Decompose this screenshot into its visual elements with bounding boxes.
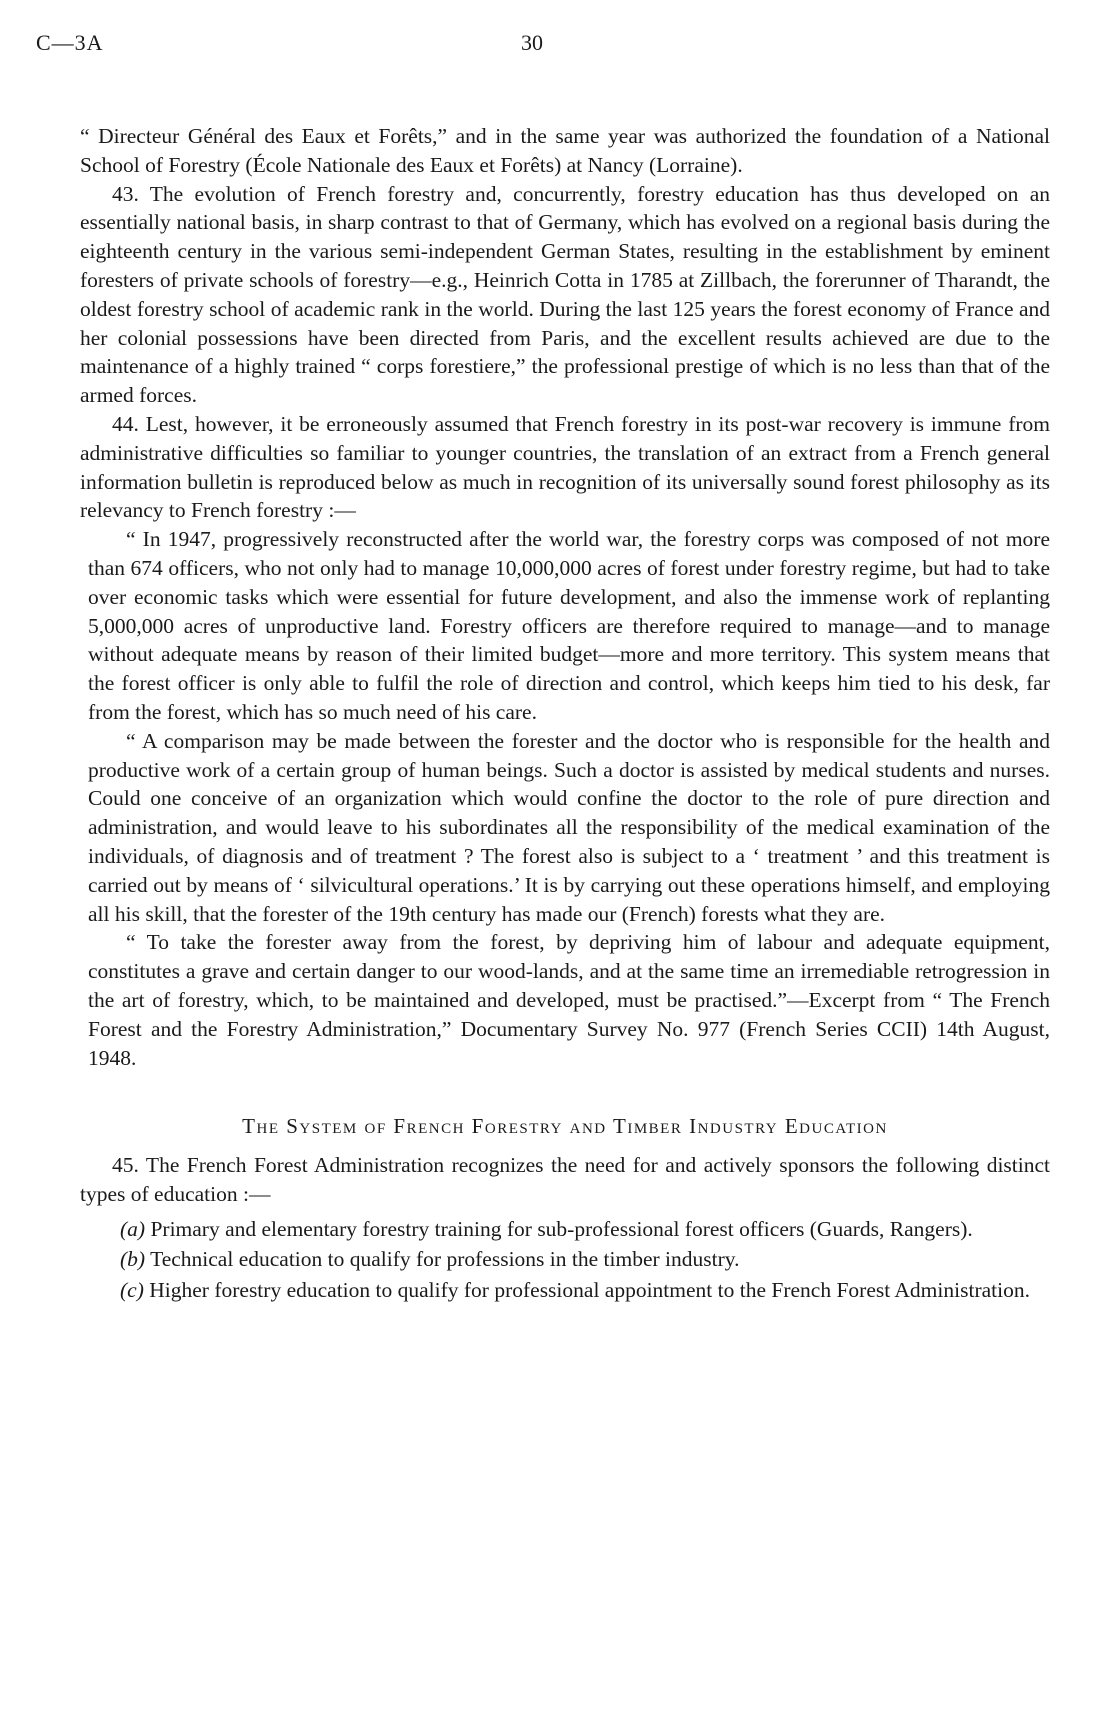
quote-paragraph-3: “ To take the forester away from the forest, by depriving him of labour and adequate equipment, constitutes a grave and certain danger to our wood-lands, and at the same time an irremediable retrogression in the art of forestry, which, to be maintained and developed, must be practised.”—Excerpt from “ The French Forest and the Forestry Administration,” Documentary Survey No. 977 (French Series CCII) 14th August, 1948. — [88, 930, 1050, 1070]
list-marker: (a) — [120, 1216, 146, 1241]
section-heading: The System of French Forestry and Timber Industry Education — [242, 1114, 888, 1139]
paragraph-45: 45. The French Forest Administration recognizes the need for and actively sponsors the following distinct types of education :— — [80, 1153, 1050, 1206]
document-body — [80, 122, 1050, 1307]
paragraph-44: 44. Lest, however, it be erroneously assumed that French forestry in its post-war recovery is immune from administrative difficulties so familiar to younger countries, the translation of an extract from a French general information bulletin is reproduced below as much in recognition of its universally sound forest philosophy as its relevancy to French forestry :— — [80, 411, 1050, 523]
list-item — [80, 1245, 1050, 1274]
list-item-text: Higher forestry education to qualify for professional appointment to the French Forest Administration. — [149, 1278, 1030, 1303]
page-number: 30 — [521, 30, 543, 55]
list-item — [80, 1276, 1050, 1305]
list-item — [80, 1215, 1050, 1244]
quoted-extract — [80, 525, 1050, 1072]
paragraph-continued: “ Directeur Général des Eaux et Forêts,” and in the same year was authorized the foundation of a National School of Forestry (École Nationale des Eaux et Forêts) at Nancy (Lorraine). — [80, 124, 1050, 177]
document-code: C—3A — [36, 30, 104, 55]
paragraph-43: 43. The evolution of French forestry and, concurrently, forestry education has thus developed on an essentially national basis, in sharp contrast to that of Germany, which has evolved on a regional basis during the eighteenth century in the various semi-independent German States, resulting in the establishment by eminent foresters of private schools of forestry—e.g., Heinrich Cotta in 1785 at Zillbach, the forerunner of Tharandt, the oldest forestry school of academic rank in the world. During the last 125 years the forest economy of France and her colonial possessions have been directed from Paris, and the excellent results achieved are due to the maintenance of a highly trained “ corps forestiere,” the professional prestige of which is no less than that of the armed forces. — [80, 181, 1050, 408]
list-marker: (b) — [120, 1247, 146, 1272]
page-header — [36, 30, 1078, 62]
list-item-text: Technical education to qualify for professions in the timber industry. — [150, 1247, 740, 1272]
list-marker: (c) — [120, 1278, 144, 1303]
quote-paragraph-2: “ A comparison may be made between the forester and the doctor who is responsible for the health and productive work of a certain group of human beings. Such a doctor is assisted by medical students and nurses. Could one conceive of an organization which would confine the doctor to the role of pure direction and administration, and would leave to his subordinates all the responsibility of the medical examination of the individuals, of diagnosis and of treatment ? The forest also is subject to a ‘ treatment ’ and this treatment is carried out by means of ‘ silvicultural operations.’ It is by carrying out these operations himself, and employing all his skill, that the forester of the 19th century has made our (French) forests what they are. — [88, 728, 1050, 926]
list-item-text: Primary and elementary forestry training for sub-professional forest officers (Guards, Rangers). — [150, 1216, 973, 1241]
education-types-list — [80, 1215, 1050, 1305]
quote-paragraph-1: “ In 1947, progressively reconstructed after the world war, the forestry corps was composed of not more than 674 officers, who not only had to manage 10,000,000 acres of forest under forestry regime, but had to take over economic tasks which were essential for future development, and also the immense work of replanting 5,000,000 acres of unproductive land. Forestry officers are therefore required to manage—and to manage without adequate means by reason of their limited budget—more and more territory. This system means that the forest officer is only able to fulfil the role of direction and control, which keeps him tied to his desk, far from the forest, which has so much need of his care. — [88, 527, 1050, 724]
